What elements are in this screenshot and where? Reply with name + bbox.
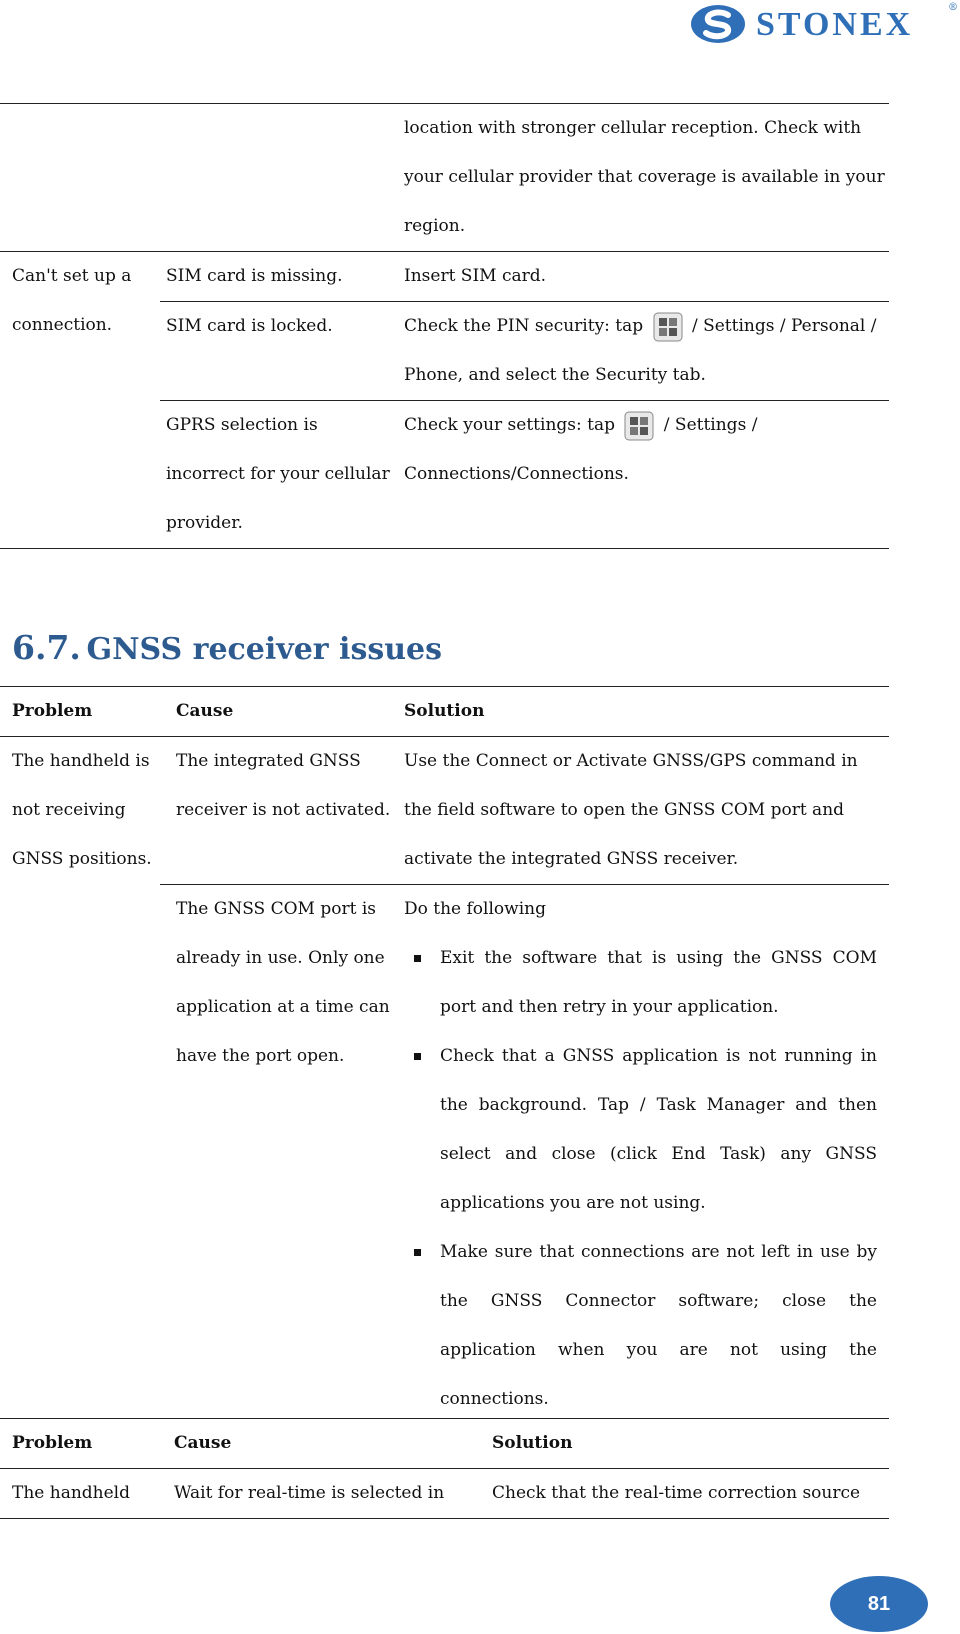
- solution-cell: [400, 885, 889, 1425]
- section-heading: [12, 628, 442, 667]
- registered-mark: ®: [948, 2, 958, 13]
- cause-cell: Wait for real-time is selected in: [160, 1469, 466, 1519]
- problem-cell: Can't set up a connection.: [0, 252, 160, 549]
- cause-cell: The GNSS COM port is already in use. Only one application at a time can have the port open.: [160, 885, 400, 1425]
- brand-name: STONEX: [756, 6, 914, 43]
- cause-cell: GPRS selection is incorrect for your cellular provider.: [160, 401, 400, 549]
- solution-cell: Insert SIM card.: [400, 252, 889, 302]
- list-item: Make sure that connections are not left in use by the GNSS Connector software; close the application when you are not using the connections.: [404, 1228, 877, 1424]
- connection-issues-table: [0, 103, 889, 549]
- gnss-issues-table: [0, 686, 889, 1424]
- header-problem: Problem: [12, 701, 93, 721]
- cause-cell: SIM card is missing.: [160, 252, 400, 302]
- page-number: 81: [830, 1576, 928, 1632]
- section-title: GNSS receiver issues: [86, 632, 443, 667]
- header-problem: Problem: [12, 1433, 93, 1453]
- header-solution: Solution: [404, 701, 485, 721]
- solution-post: / Settings / Personal / Phone, and select the Security tab.: [404, 316, 877, 385]
- header-solution: Solution: [492, 1433, 573, 1453]
- table-row: [0, 252, 889, 302]
- table-header-row: [0, 687, 889, 737]
- list-item: Check that a GNSS application is not running in the background. Tap / Task Manager and then select and close (click End Task) any GNSS applications you are not using.: [404, 1032, 877, 1228]
- header-cause: Cause: [174, 1433, 232, 1453]
- solution-cell: [400, 401, 889, 549]
- table-header-row: [0, 1419, 889, 1469]
- solution-post: / Settings / Connections/Connections.: [404, 415, 758, 484]
- table-row: [0, 737, 889, 885]
- continued-solution: location with stronger cellular reception. Check with your cellular provider that coverage is available in your region.: [404, 118, 885, 236]
- windows-start-icon[interactable]: [624, 411, 654, 441]
- header-cause: Cause: [176, 701, 234, 721]
- cause-cell: SIM card is locked.: [160, 302, 400, 401]
- problem-cell: The handheld: [0, 1469, 160, 1519]
- solution-pre: Check the PIN security: tap: [404, 316, 644, 336]
- windows-start-icon[interactable]: [653, 312, 683, 342]
- solution-cell: Check that the real-time correction source: [466, 1469, 889, 1519]
- table-row: [0, 1469, 889, 1519]
- problem-cell: The handheld is not receiving GNSS positions.: [0, 737, 160, 1425]
- section-number: 6.7.: [12, 628, 81, 667]
- solution-intro: Do the following: [404, 899, 546, 919]
- cause-cell: The integrated GNSS receiver is not activated.: [160, 737, 400, 885]
- stonex-emblem-icon: [690, 4, 746, 44]
- solution-bullets: [404, 934, 877, 1424]
- stonex-logo: [690, 2, 960, 46]
- solution-cell: Use the Connect or Activate GNSS/GPS command in the field software to open the GNSS COM port and activate the integrated GNSS receiver.: [400, 737, 889, 885]
- realtime-issues-table: [0, 1418, 889, 1519]
- list-item: Exit the software that is using the GNSS COM port and then retry in your application.: [404, 934, 877, 1032]
- solution-pre: Check your settings: tap: [404, 415, 615, 435]
- table-row: [0, 104, 889, 252]
- solution-cell: [400, 302, 889, 401]
